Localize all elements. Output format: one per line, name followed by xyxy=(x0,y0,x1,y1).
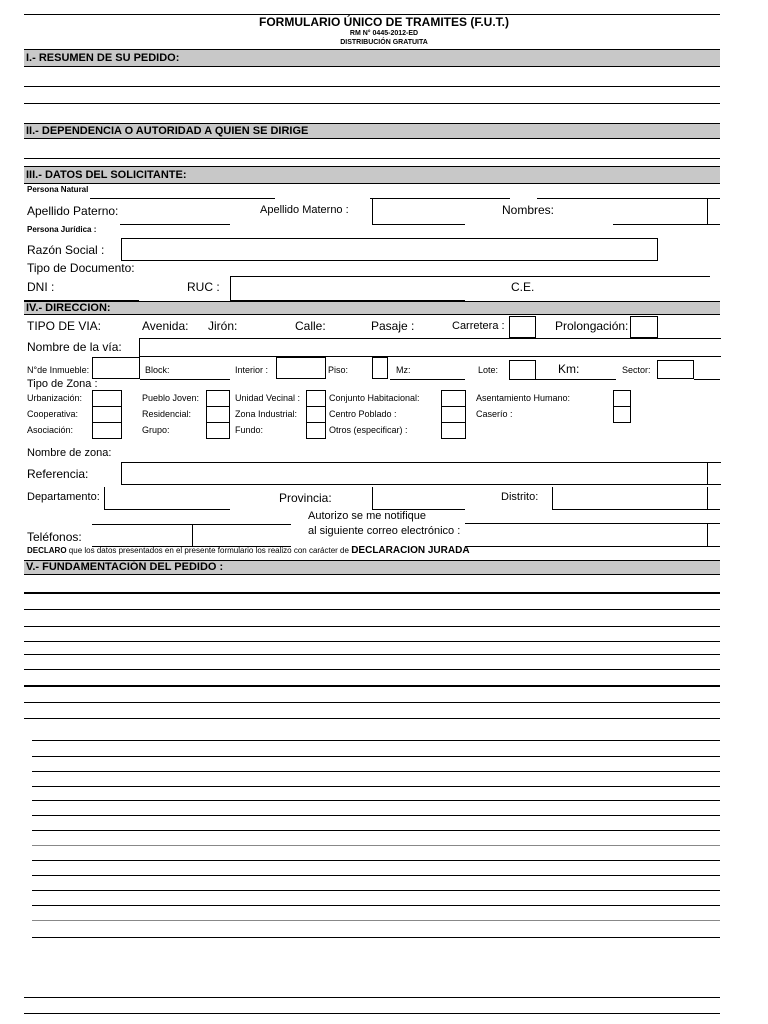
referencia-label: Referencia: xyxy=(27,467,89,481)
conjunto-habitacional-checkbox[interactable] xyxy=(441,390,466,407)
grupo-checkbox[interactable] xyxy=(206,422,230,439)
ce-label: C.E. xyxy=(511,280,535,294)
pueblo-joven-label: Pueblo Joven: xyxy=(142,393,200,403)
avenida-label: Avenida: xyxy=(142,319,189,333)
tipo-zona-label: Tipo de Zona : xyxy=(27,378,98,390)
fund-line-9[interactable] xyxy=(24,718,720,719)
referencia-divider xyxy=(707,462,708,485)
fund-line-13[interactable] xyxy=(32,786,720,787)
correo-divider xyxy=(707,523,708,546)
calle-label: Calle: xyxy=(295,319,326,333)
n-inmueble-label: N°de Inmueble: xyxy=(27,365,90,375)
asentamiento-humano-checkbox[interactable] xyxy=(613,390,631,407)
sector-label: Sector: xyxy=(622,365,651,375)
declaro-word: DECLARO xyxy=(27,546,67,555)
section-dependencia-header: II.- DEPENDENCIA O AUTORIDAD A QUIEN SE DIRIGE xyxy=(24,123,720,139)
fund-line-10[interactable] xyxy=(32,740,720,741)
asociacion-label: Asociación: xyxy=(27,425,74,435)
fund-line-14[interactable] xyxy=(32,800,720,801)
caserio-checkbox[interactable] xyxy=(613,406,631,423)
declaracion-body: que los datos presentados en el presente formulario los realizo con carácter de xyxy=(68,546,349,555)
asentamiento-humano-label: Asentamiento Humano: xyxy=(476,393,571,403)
caserio-label: Caserío : xyxy=(476,409,513,419)
prolongacion-label: Prolongación: xyxy=(555,319,629,333)
telefonos-divider xyxy=(192,524,193,546)
resumen-line-1[interactable] xyxy=(24,86,720,87)
lote-label: Lote: xyxy=(478,365,499,375)
declaracion-jurada: DECLARACION JURADA xyxy=(351,545,470,556)
fund-line-8[interactable] xyxy=(24,702,720,703)
tipo-via-label: TIPO DE VIA: xyxy=(27,319,102,333)
natural-top-line-3 xyxy=(537,198,720,199)
dependencia-line[interactable] xyxy=(24,158,720,159)
natural-top-line-2 xyxy=(370,198,510,199)
otros-checkbox[interactable] xyxy=(441,422,466,439)
fundo-checkbox[interactable] xyxy=(306,422,326,439)
apellido-paterno-label: Apellido Paterno: xyxy=(27,204,119,218)
asociacion-checkbox[interactable] xyxy=(92,422,122,439)
fund-line-21[interactable] xyxy=(32,905,720,906)
departamento-label: Departamento: xyxy=(27,491,100,503)
bottom-line-2 xyxy=(24,1013,720,1014)
bottom-line-1 xyxy=(24,997,720,998)
razon-social-field[interactable] xyxy=(121,238,658,261)
mz-field[interactable] xyxy=(390,379,465,380)
form-title: FORMULARIO ÚNICO DE TRAMITES (F.U.T.) xyxy=(259,15,509,29)
urbanizacion-checkbox[interactable] xyxy=(92,390,122,407)
dni-label: DNI : xyxy=(27,280,55,294)
unidad-vecinal-label: Unidad Vecinal : xyxy=(235,393,301,403)
section-direccion-header: IV.- DIRECCION: xyxy=(24,301,720,315)
fund-line-2[interactable] xyxy=(24,609,720,610)
fund-line-12[interactable] xyxy=(32,771,720,772)
interior-label: Interior : xyxy=(235,365,269,375)
cooperativa-label: Cooperativa: xyxy=(27,409,79,419)
autorizo-line1: Autorizo se me notifique xyxy=(308,510,427,522)
natural-top-line-1 xyxy=(90,198,275,199)
carretera-label: Carretera : xyxy=(452,320,505,332)
distrito-field[interactable] xyxy=(552,509,720,510)
fundo-label: Fundo: xyxy=(235,425,264,435)
nombre-zona-label: Nombre de zona: xyxy=(27,447,112,459)
tipo-documento-label: Tipo de Documento: xyxy=(27,261,135,275)
centro-poblado-checkbox[interactable] xyxy=(441,406,466,423)
sector-line xyxy=(694,379,720,380)
persona-natural-label: Persona Natural xyxy=(27,185,89,194)
fund-line-6[interactable] xyxy=(24,669,720,670)
nombres-field[interactable] xyxy=(613,224,720,225)
urbanizacion-label: Urbanización: xyxy=(27,393,83,403)
provincia-label: Provincia: xyxy=(279,491,332,505)
pueblo-joven-checkbox[interactable] xyxy=(206,390,230,407)
conjunto-habitacional-label: Conjunto Habitacional: xyxy=(329,393,420,403)
lote-field[interactable] xyxy=(509,360,536,380)
n-inmueble-field[interactable] xyxy=(92,357,140,379)
ruc-label: RUC : xyxy=(187,280,220,294)
km-label: Km: xyxy=(558,362,580,376)
km-field[interactable] xyxy=(536,379,616,380)
distrito-label: Distrito: xyxy=(501,491,539,503)
provincia-divider xyxy=(372,487,373,509)
materno-divider xyxy=(372,198,373,224)
declaracion-text xyxy=(27,545,470,557)
fund-line-23[interactable] xyxy=(32,937,720,938)
departamento-field[interactable] xyxy=(104,509,230,510)
block-label: Block: xyxy=(145,365,170,375)
fund-line-17[interactable] xyxy=(32,845,720,846)
section-solicitante-header: III.- DATOS DEL SOLICITANTE: xyxy=(24,166,720,184)
rm-number: RM N° 0445-2012-ED xyxy=(349,30,419,37)
distrito-end-divider xyxy=(707,487,708,509)
section-resumen-header: I.- RESUMEN DE SU PEDIDO: xyxy=(24,49,720,67)
telefonos-label: Teléfonos: xyxy=(27,530,82,544)
autorizo-line2: al siguiente correo electrónico : xyxy=(308,525,461,537)
fund-line-3[interactable] xyxy=(24,626,720,627)
piso-field[interactable] xyxy=(372,357,388,379)
mz-label: Mz: xyxy=(396,365,411,375)
nombre-via-label: Nombre de la vía: xyxy=(27,340,122,354)
jiron-label: Jirón: xyxy=(208,319,238,333)
correo-field[interactable] xyxy=(465,546,720,547)
fund-line-5[interactable] xyxy=(24,654,720,655)
carretera-checkbox[interactable] xyxy=(509,316,536,338)
grupo-label: Grupo: xyxy=(142,425,170,435)
nombres-divider xyxy=(707,198,708,224)
documento-top-line xyxy=(230,276,710,277)
sector-field[interactable] xyxy=(657,360,694,379)
distribution-note: DISTRIBUCIÓN GRATUITA xyxy=(340,39,428,46)
pasaje-label: Pasaje : xyxy=(371,319,415,333)
apellido-paterno-field[interactable] xyxy=(120,224,230,225)
fund-line-19[interactable] xyxy=(32,875,720,876)
fund-line-20[interactable] xyxy=(32,890,720,891)
fund-line-16[interactable] xyxy=(32,830,720,831)
fund-line-22[interactable] xyxy=(32,920,720,921)
zona-industrial-label: Zona Industrial: xyxy=(235,409,298,419)
apellido-materno-field[interactable] xyxy=(372,224,465,225)
nombre-via-field[interactable] xyxy=(139,338,721,357)
fund-line-7[interactable] xyxy=(24,685,720,687)
apellido-materno-label: Apellido Materno : xyxy=(260,204,349,216)
residencial-label: Residencial: xyxy=(142,409,192,419)
fund-line-4[interactable] xyxy=(24,641,720,642)
fund-line-15[interactable] xyxy=(32,815,720,816)
residencial-checkbox[interactable] xyxy=(206,406,230,423)
fund-line-18[interactable] xyxy=(32,860,720,861)
centro-poblado-label: Centro Poblado : xyxy=(329,409,397,419)
distrito-divider xyxy=(552,487,553,509)
fund-line-11[interactable] xyxy=(32,756,720,757)
otros-label: Otros (especificar) : xyxy=(329,425,408,435)
interior-field[interactable] xyxy=(276,357,326,379)
referencia-field[interactable] xyxy=(121,462,721,485)
resumen-line-2[interactable] xyxy=(24,103,720,104)
unidad-vecinal-checkbox[interactable] xyxy=(306,390,326,407)
block-field[interactable] xyxy=(140,379,230,380)
fund-line-1[interactable] xyxy=(24,592,720,594)
persona-juridica-label: Persona Jurídica : xyxy=(27,225,97,234)
correo-top-line xyxy=(465,523,720,524)
departamento-divider xyxy=(104,487,105,509)
section-fundamentacion-header: V.- FUNDAMENTACIÓN DEL PEDIDO : xyxy=(24,560,720,575)
zona-industrial-checkbox[interactable] xyxy=(306,406,326,423)
nombres-label: Nombres: xyxy=(502,203,555,217)
piso-label: Piso: xyxy=(328,365,349,375)
cooperativa-checkbox[interactable] xyxy=(92,406,122,423)
razon-social-label: Razón Social : xyxy=(27,243,105,257)
ruc-divider xyxy=(230,276,231,300)
prolongacion-checkbox[interactable] xyxy=(630,316,658,338)
